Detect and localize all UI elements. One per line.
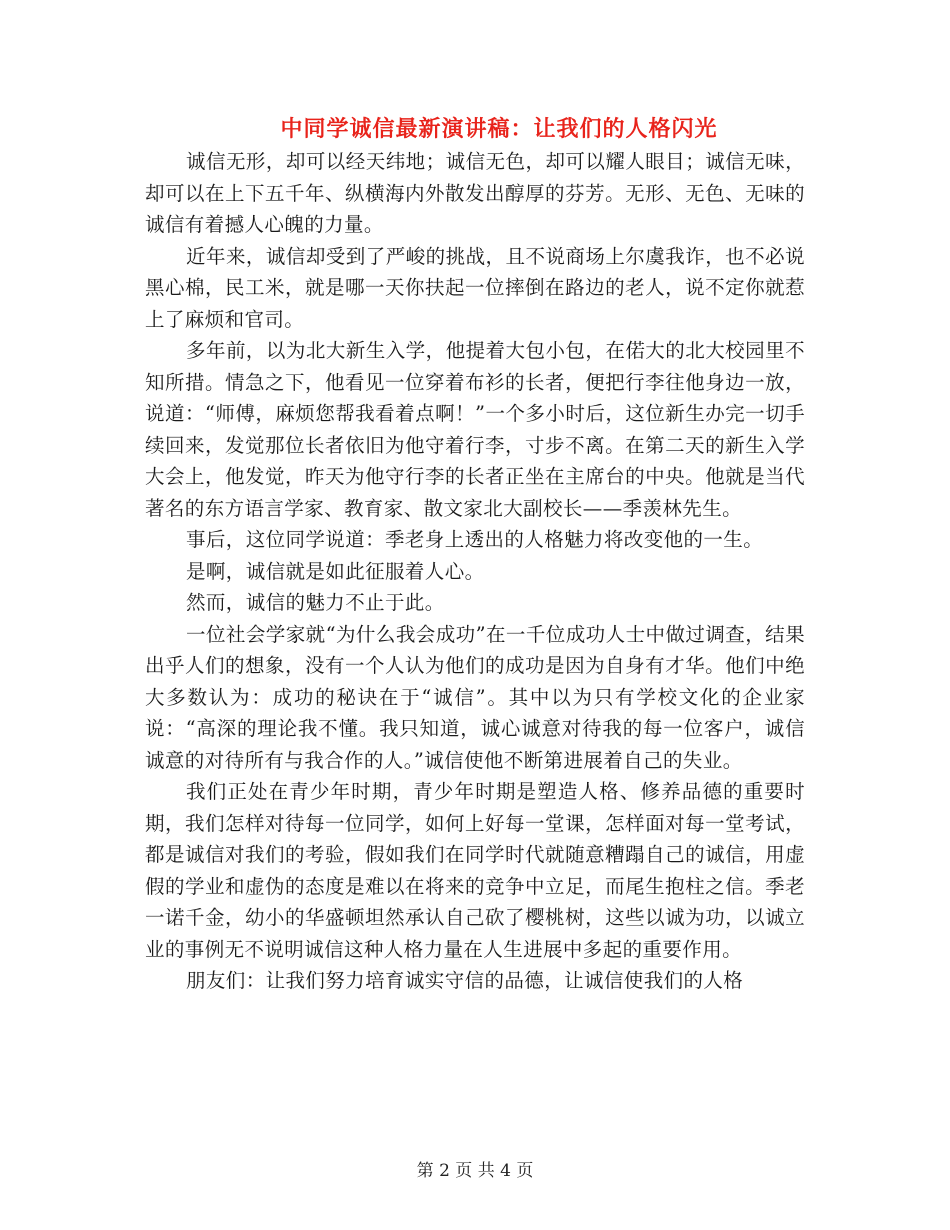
paragraph: 事后，这位同学说道：季老身上透出的人格魅力将改变他的一生。 [186,528,764,551]
paragraph: 我们正处在青少年时期，青少年时期是塑造人格、修养品德的重要时期，我们怎样对待每一位同学，如何上好每一堂课，怎样面对每一堂考试，都是诚信对我们的考验，假如我们在同学时代就随意糟蹋自己的诚信，用虚假的学业和虚伪的态度是难以在将来的竞争中立足，而尾生抱柱之信。季老一诺千金，幼小的华盛顿坦然承认自己砍了樱桃树，这些以诚为功，以诚立业的事例无不说明诚信这种人格力量在人生进展中多起的重要作用。 [145,780,805,961]
document-body [145,146,805,997]
page-number-footer: 第 2 页 共 4 页 [416,1161,534,1181]
document-title: 中同学诚信最新演讲稿：让我们的人格闪光 [280,116,718,142]
paragraph: 朋友们：让我们努力培育诚实守信的品德，让诚信使我们的人格 [186,969,744,992]
paragraph: 然而，诚信的魅力不止于此。 [186,591,445,614]
paragraph: 诚信无形，却可以经天纬地；诚信无色，却可以耀人眼目；诚信无味，却可以在上下五千年、纵横海内外散发出醇厚的芬芳。无形、无色、无味的诚信有着撼人心魄的力量。 [145,150,805,236]
paragraph: 是啊，诚信就是如此征服着人心。 [186,559,485,583]
paragraph: 一位社会学家就“为什么我会成功”在一千位成功人士中做过调查，结果出乎人们的想象，没有一个人认为他们的成功是因为自身有才华。他们中绝大多数认为：成功的秘诀在于“诚信”。其中以为只有学校文化的企业家说：“高深的理论我不懂。我只知道，诚心诚意对待我的每一位客户，诚信诚意的对待所有与我合作的人。”诚信使他不断第进展着自己的失业。 [145,622,805,772]
paragraph: 近年来，诚信却受到了严峻的挑战，且不说商场上尔虞我诈，也不必说黑心棉，民工米，就是哪一天你扶起一位摔倒在路边的老人，说不定你就惹上了麻烦和官司。 [145,244,805,331]
paragraph: 多年前，以为北大新生入学，他提着大包小包，在偌大的北大校园里不知所措。情急之下，他看见一位穿着布衫的长者，便把行李往他身边一放，说道：“师傅，麻烦您帮我看着点啊！”一个多小时后，这位新生办完一切手续回来，发觉那位长者依旧为他守着行李，寸步不离。在第二天的新生入学大会上，他发觉，昨天为他守行李的长者正坐在主席台的中央。他就是当代著名的东方语言学家、教育家、散文家北大副校长——季羡林先生。 [145,339,805,520]
